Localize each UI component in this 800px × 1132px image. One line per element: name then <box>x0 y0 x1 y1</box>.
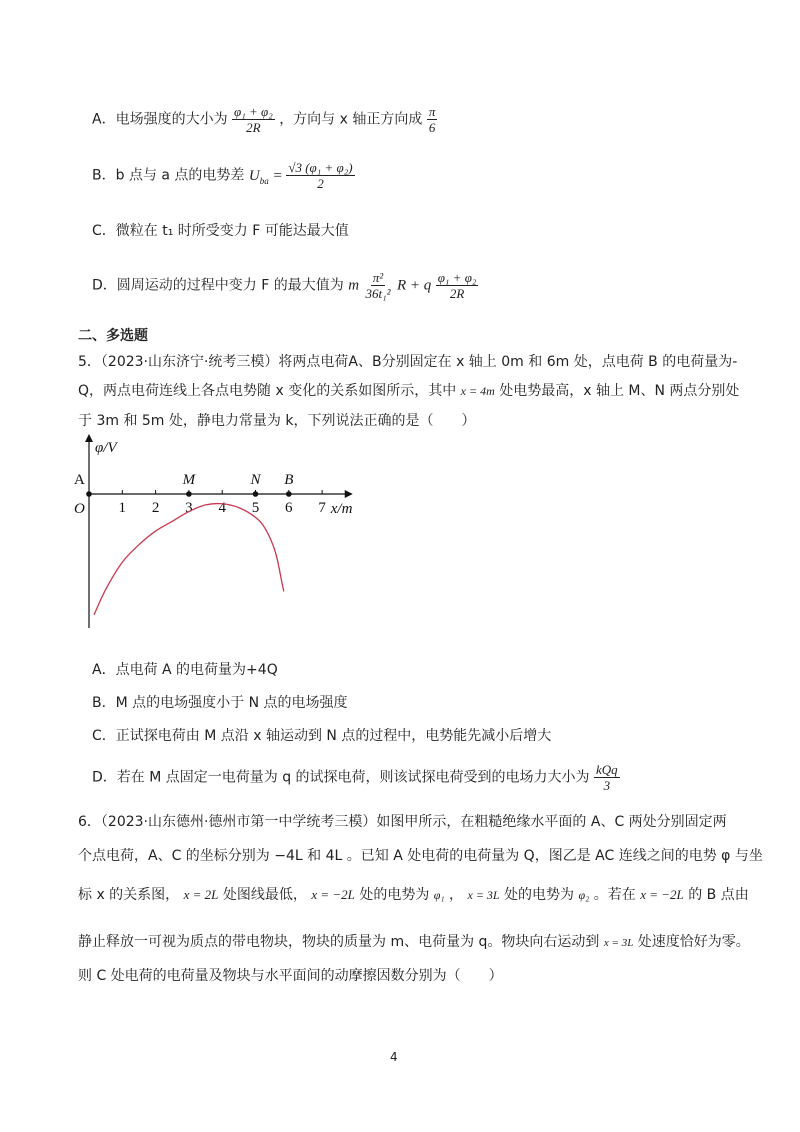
q6-math-2: x = −2L <box>311 887 355 902</box>
x-axis-label: x/m <box>330 501 353 517</box>
option-d-text: D．圆周运动的过程中变力 F 的最大值为 <box>92 277 344 294</box>
q5-line-2 <box>78 381 739 401</box>
frac-numerator: π² <box>372 270 384 285</box>
q5-option-b: B．M 点的电场强度小于 N 点的电场强度 <box>92 695 348 711</box>
q6-line-3-text-c: 处的电势为 <box>359 887 430 903</box>
potential-curve <box>94 504 284 615</box>
q6-line-3-text-b: 处图线最低， <box>222 887 307 903</box>
q4-option-c: C．微粒在 t₁ 时所受变力 F 可能达最大值 <box>92 223 349 239</box>
q5-option-d-text: D．若在 M 点固定一电荷量为 q 的试探电荷，则该试探电荷受到的电场力大小为 <box>92 769 590 786</box>
frac-numerator: kQq <box>596 762 618 777</box>
frac-numerator: √3 (φ₁ + φ₂) <box>288 160 353 175</box>
y-axis-label: φ/V <box>95 440 117 456</box>
frac-numerator: π <box>428 104 436 119</box>
q5-line-3: 于 3m 和 5m 处，静电力常量为 k，下列说法正确的是（ ） <box>78 413 476 429</box>
q6-line-2: 个点电荷，A、C 的坐标分别为 −4L 和 4L 。已知 A 处电荷的电荷量为 Q，图乙是 AC 连线之间的电势 φ 与坐 <box>78 848 763 864</box>
point-label-M: M <box>182 472 196 488</box>
q6-line-3-text-d: ， <box>449 887 464 903</box>
point-B <box>286 491 292 497</box>
q6-line-5: 则 C 处电荷的电荷量及物块与水平面间的动摩擦因数分别为（ ） <box>78 968 503 984</box>
q5-line-2-math: x = 4m <box>460 384 495 398</box>
frac-denominator: 36t₁² <box>365 286 391 301</box>
chart-ticks <box>122 490 322 494</box>
q6-line-4 <box>78 932 750 953</box>
voltage-symbol: U <box>248 167 260 184</box>
q6-math-4: x = 3L <box>467 888 500 902</box>
page-number: 4 <box>390 1050 398 1064</box>
x-tick-label: 6 <box>285 500 293 516</box>
x-tick-label: 3 <box>185 500 193 516</box>
voltage-subscript: ba <box>259 175 269 186</box>
y-axis-arrow <box>85 434 93 442</box>
q6-line-3 <box>78 885 749 905</box>
q6-line-3-text-a: 标 x 的关系图， <box>78 887 180 903</box>
frac-denominator: 2R <box>449 286 465 301</box>
q5-option-d-fraction <box>594 762 620 793</box>
x-axis-arrow <box>345 490 353 498</box>
option-b-fraction <box>286 160 354 191</box>
point-M <box>186 491 192 497</box>
point-label-N: N <box>250 472 261 488</box>
q6-math-1: x = 2L <box>183 887 219 902</box>
q6-line-3-text-f: 。若在 <box>593 887 636 903</box>
q6-math-5: φ₂ <box>578 888 590 902</box>
origin-label: O <box>74 501 85 517</box>
point-label-B: B <box>284 472 294 488</box>
frac-denominator: 3 <box>603 778 611 793</box>
potential-chart <box>72 432 372 632</box>
q6-line-3-text-e: 处的电势为 <box>504 887 575 903</box>
chart-axes <box>85 434 353 628</box>
frac-numerator: φ₁ + φ₂ <box>234 104 273 119</box>
frac-denominator: 2R <box>246 120 261 135</box>
option-a-angle <box>427 104 438 135</box>
q5-option-d <box>92 762 620 793</box>
q5-option-c: C．正试探电荷由 M 点沿 x 轴运动到 N 点的过程中，电势能先减小后增大 <box>92 728 552 744</box>
x-tick-label: 4 <box>218 500 226 516</box>
option-a-fraction <box>232 104 275 135</box>
point-label-A: A <box>74 472 85 488</box>
q6-math-3: φ₁ <box>433 888 445 902</box>
section-title: 二、多选题 <box>78 328 148 344</box>
q6-line-1: 6．（2023·山东德州·德州市第一中学统考三模）如图甲所示，在粗糙绝缘水平面的 A、C 两处分别固定两 <box>78 814 727 830</box>
q6-line-4-text-a: 静止释放一可视为质点的带电物块，物块的质量为 m、电荷量为 q。物块向右运动到 <box>78 934 600 950</box>
equals-sign: = <box>268 167 287 184</box>
option-a-text: A．电场强度的大小为 <box>92 111 228 128</box>
q6-line-3-text-g: 的 B 点由 <box>688 887 749 903</box>
option-b-voltage <box>249 168 286 184</box>
q4-option-a <box>92 104 437 135</box>
option-d-fraction-1 <box>363 270 392 301</box>
q4-option-d <box>92 270 478 301</box>
x-tick-label: 5 <box>251 500 260 516</box>
frac-denominator: 2 <box>317 176 324 191</box>
frac-denominator: 6 <box>428 120 436 135</box>
point-N <box>253 491 259 497</box>
q5-line-2-text-2: 处电势最高，x 轴上 M、N 两点分别处 <box>499 383 740 399</box>
option-b-text: B．b 点与 a 点的电势差 <box>92 167 245 184</box>
q6-math-6: x = −2L <box>640 887 684 902</box>
q5-option-a: A．点电荷 A 的电荷量为+4Q <box>92 662 278 678</box>
q6-line-4-math: x = 3L <box>603 937 634 949</box>
mass-symbol: m <box>348 277 360 294</box>
q4-option-b <box>92 160 355 191</box>
option-d-mid: R + q <box>396 277 432 294</box>
x-tick-label: 2 <box>151 500 160 516</box>
x-tick-label: 7 <box>318 500 326 516</box>
point-A <box>86 491 92 497</box>
option-d-fraction-2 <box>436 270 479 301</box>
q6-line-4-text-b: 处速度恰好为零。 <box>637 934 750 950</box>
x-tick-label: 1 <box>118 500 127 516</box>
q5-line-2-text: Q，两点电荷连线上各点电势随 x 变化的关系如图所示，其中 <box>78 383 457 399</box>
option-a-text-2: ，方向与 x 轴正方向成 <box>279 111 423 128</box>
q5-line-1: 5．（2023·山东济宁·统考三模）将两点电荷A、B分别固定在 x 轴上 0m 和 6m 处，点电荷 B 的电荷量为- <box>78 354 738 370</box>
chart-labels <box>74 440 353 517</box>
frac-numerator: φ₁ + φ₂ <box>437 270 477 285</box>
